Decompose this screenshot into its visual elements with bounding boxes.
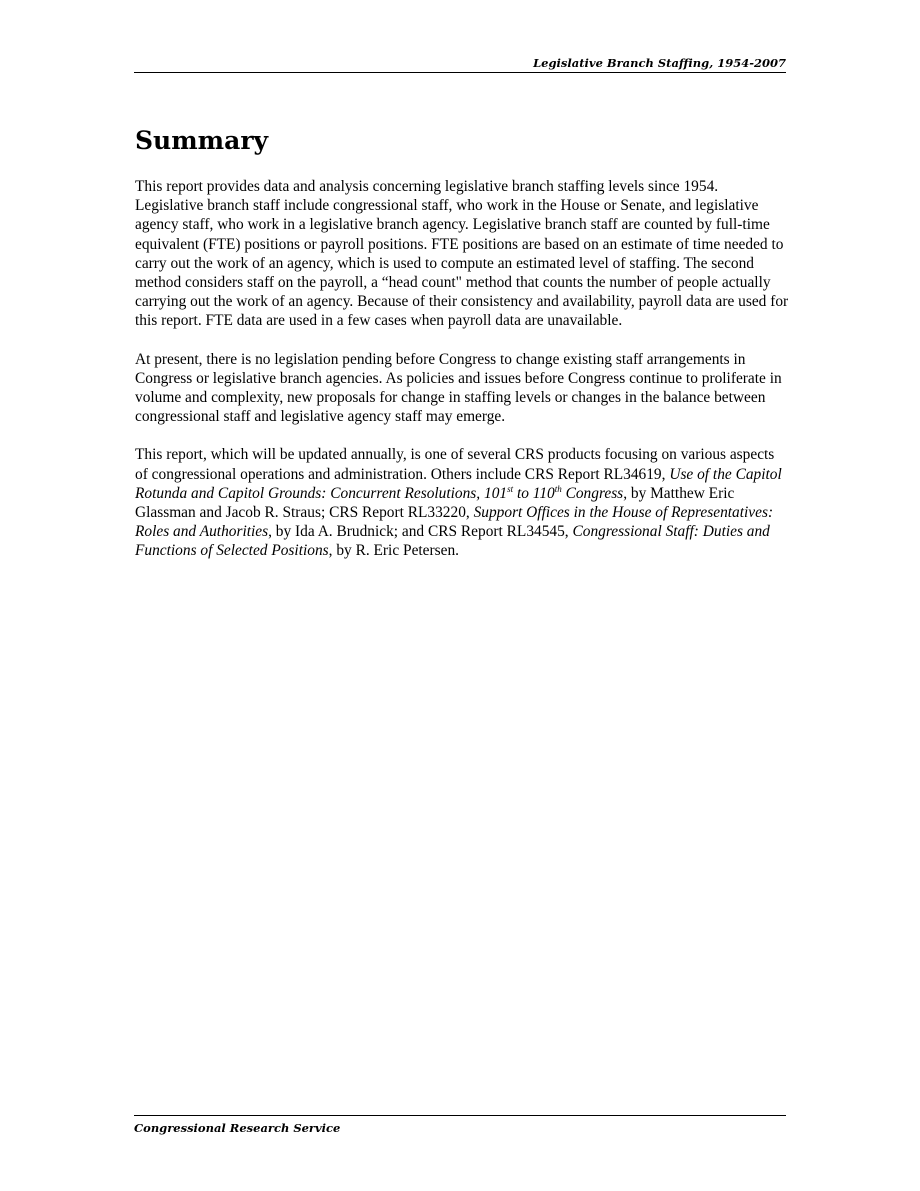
paragraph-3-text-2: , by Ida A. Brudnick; and CRS Report RL34545, (268, 523, 573, 541)
summary-paragraph-3 (135, 445, 789, 560)
paragraph-3-text-3: , by R. Eric Petersen. (328, 542, 460, 560)
running-header: Legislative Branch Staffing, 1954-2007 (134, 56, 786, 73)
running-footer: Congressional Research Service (134, 1115, 786, 1135)
summary-paragraph-2: At present, there is no legislation pending before Congress to change existing staff arrangements in Congress or legislative branch agencies. As policies and issues before Congress continue to proliferate in volume and complexity, new proposals for change in staffing levels or changes in the balance between congressional staff and legislative agency staff may emerge. (135, 350, 782, 426)
report-title-rl34545: Congressional Staff: Duties and Functions of Selected Positions (135, 523, 770, 560)
paragraph-3-intro: This report, which will be updated annually, is one of several CRS products focusing on various aspects of congressional operations and administration. Others include CRS Report RL34619, (135, 446, 775, 483)
summary-paragraph-1: This report provides data and analysis concerning legislative branch staffing levels since 1954. Legislative branch staff include congressional staff, who work in the House or Senate, and legislative agency staff, who work in a legislative branch agency. Legislative branch staff are counted by full-time equivalent (FTE) positions or payroll positions. FTE positions are based on an estimate of time needed to carry out the work of an agency, which is used to compute an estimated level of staffing. The second method considers staff on the payroll, a “head count" method that counts the number of people actually carrying out the work of an agency. Because of their consistency and availability, payroll data are used for this report. FTE data are used in a few cases when payroll data are unavailable. (135, 178, 789, 330)
report-title-rl34619: Use of the Capitol Rotunda and Capitol Grounds: Concurrent Resolutions, 101st to 110th Congress (135, 465, 782, 502)
summary-heading: Summary (135, 126, 269, 155)
summary-body (135, 177, 789, 580)
report-title-rl33220: Support Offices in the House of Representatives: Roles and Authorities (135, 504, 774, 541)
paragraph-3-text-1: , by Matthew Eric Glassman and Jacob R. Straus; CRS Report RL33220, (135, 484, 735, 522)
